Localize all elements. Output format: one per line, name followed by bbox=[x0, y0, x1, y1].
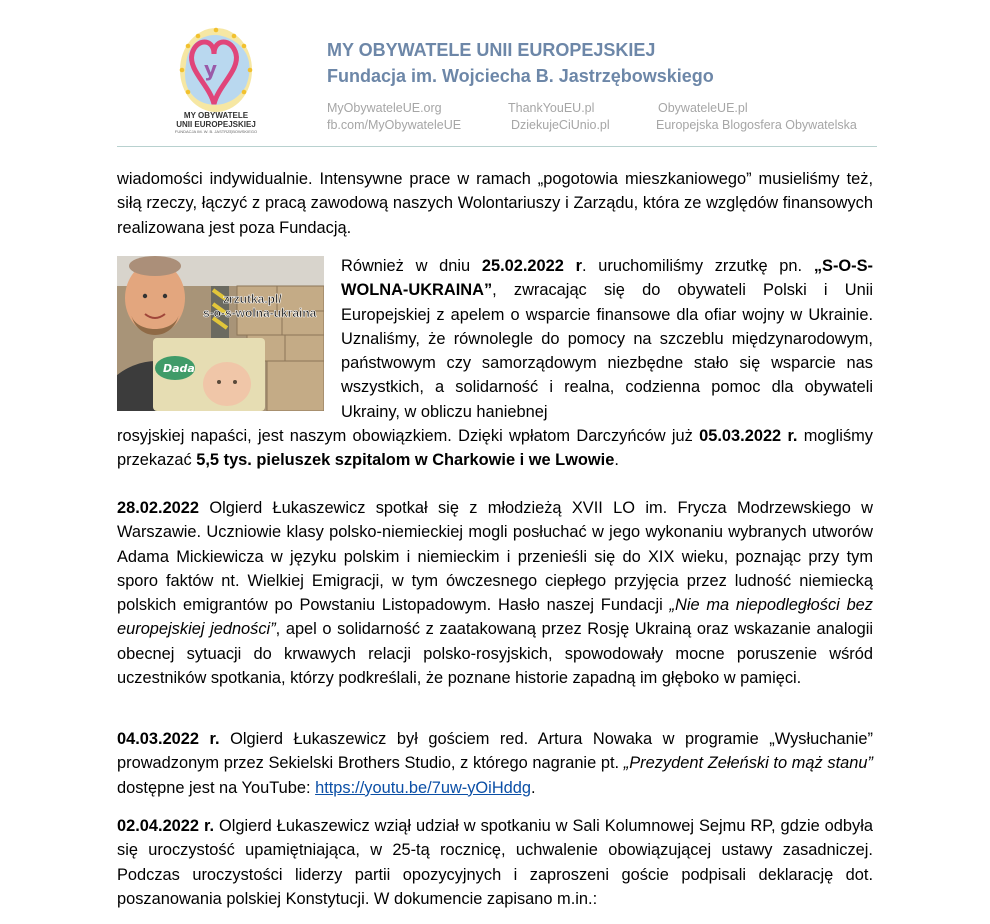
paragraph-constitution bbox=[117, 814, 873, 911]
paragraph-intro bbox=[117, 167, 873, 240]
header-divider bbox=[117, 146, 877, 147]
text: , zwracając się do obywateli Polski i Unii Europejskiej z apelem o wsparcie finansowe dla ofiar wojny w Ukrainie. Uznaliśmy, że równolegle do pomocy na szczeblu międzynarodowym, państwowym czy samorządowym niezbędne stało się wsparcie nas wszystkich, a solidarność i realna, codzienna pomoc dla obywateli Ukrainy, w obliczu haniebnej bbox=[341, 281, 873, 421]
foundation-motto: „Nie ma niepodległości bez europejskiej jedności” bbox=[117, 596, 873, 639]
date-28-02-2022: 28.02.2022 bbox=[117, 499, 200, 517]
svg-text:y: y bbox=[204, 57, 218, 81]
text: mogliśmy przekazać bbox=[117, 427, 873, 470]
link-obywateleue[interactable]: ObywateleUE.pl bbox=[658, 101, 748, 115]
link-dziekujeciunio[interactable]: DziekujeCiUnio.pl bbox=[511, 118, 610, 132]
paragraph-fundraiser bbox=[341, 254, 873, 424]
text: rosyjskiej napaści, jest naszym obowiązkiem. Dzięki wpłatom Darczyńców już bbox=[117, 427, 700, 445]
date-05-03-2022: 05.03.2022 r. bbox=[699, 427, 798, 445]
text: dostępne jest na YouTube: bbox=[117, 778, 316, 797]
text: Olgierd Łukaszewicz spotkał się z młodzieżą XVII LO im. Frycza Modrzewskiego w Warszawie. Uczniowie klasy polsko-niemieckiej mogli posłuchać w jego wykonaniu wybranych utworów Adama Mickiewicza w języku polskim i niemieckim i przenieśli się do XIX wieku, poznając przy tym sporo faktów nt. Wielkiej Emigracji, w tym ówczesnego ciepłego przyjęcia przez ludność niemiecką polskich emigrantów po Powstaniu Listopadowym. Hasło naszej Fundacji bbox=[117, 499, 873, 615]
text: . bbox=[614, 451, 619, 470]
text: . bbox=[531, 778, 536, 797]
text: , apel o solidarność z zaatakowaną przez Rosję Ukrainą oraz wskazanie analogii obecnej sytuacji do krwawych relacji polsko-rosyjskich, spowodowały mocne poruszenie wśród uczestników spotkania, którzy podkreślali, że poznane historie zapadną im głęboko w pamięci. bbox=[117, 620, 873, 688]
logo-line-3: FUNDACJA IM. W. B. JASTRZĘBOWSKIEGO bbox=[174, 129, 258, 134]
fundraiser-name: „S-O-S-WOLNA-UKRAINA” bbox=[341, 257, 873, 300]
text: Olgierd Łukaszewicz był gościem red. Artura Nowaka w programie „Wysłuchanie” prowadzonym przez Sekielski Brothers Studio, z którego nagranie pt. bbox=[117, 730, 873, 773]
link-facebook[interactable]: fb.com/MyObywateleUE bbox=[327, 118, 462, 132]
donation-highlight: 5,5 tys. pieluszek szpitalom w Charkowie i we Lwowie bbox=[196, 451, 615, 470]
paragraph-text: wiadomości indywidualnie. Intensywne prace w ramach „pogotowia mieszkaniowego” musieliśmy też, siłą rzeczy, łączyć z pracą zawodową naszych Wolontariuszy i Zarządu, która ze względów finansowych realizowana jest poza Fundacją. bbox=[117, 170, 873, 237]
paragraph-fundraiser-continued bbox=[117, 424, 873, 473]
text: Również w dniu bbox=[341, 257, 482, 275]
logo-line-2: UNII EUROPEJSKIEJ bbox=[176, 120, 256, 129]
paragraph-interview bbox=[117, 727, 873, 800]
text: Olgierd Łukaszewicz wziął udział w spotkaniu w Sali Kolumnowej Sejmu RP, gdzie odbyła się uroczystość upamiętniająca, w 25-tą rocznicę, uchwalenie obowiązującej ustawy zasadniczej. Podczas uroczystości liderzy partii opozycyjnych i zaproszeni goście podpisali deklarację dot. poszanowania polskiej Konstytucji. W dokumencie zapisano m.in.: bbox=[117, 817, 873, 908]
foundation-name: Fundacja im. Wojciecha B. Jastrzębowskiego bbox=[327, 66, 714, 86]
text: . uruchomiliśmy zrzutkę pn. bbox=[582, 257, 814, 275]
organization-name: MY OBYWATELE UNII EUROPEJSKIEJ bbox=[327, 40, 656, 60]
date-02-04-2022: 02.04.2022 r. bbox=[117, 817, 215, 835]
date-04-03-2022: 04.03.2022 r. bbox=[117, 730, 220, 748]
letterhead bbox=[0, 0, 990, 150]
diaper-brand-label: Dada bbox=[163, 362, 195, 375]
photo-caption-line-2: s-o-s-wolna-ukraina bbox=[203, 306, 317, 320]
fundraiser-photo bbox=[117, 256, 324, 411]
interview-title: „Prezydent Zełeński to mąż stanu” bbox=[623, 754, 873, 773]
paragraph-school-meeting bbox=[117, 496, 873, 690]
link-thankyoueu[interactable]: ThankYouEU.pl bbox=[508, 101, 595, 115]
link-myobywateleue-org[interactable]: MyObywateleUE.org bbox=[327, 101, 442, 115]
photo-caption-line-1: zrzutka.pl/ bbox=[223, 292, 282, 306]
date-25-02-2022: 25.02.2022 r bbox=[481, 257, 582, 275]
logo-line-1: MY OBYWATELE bbox=[183, 111, 249, 120]
youtube-link[interactable]: https://youtu.be/7uw-yOiHddg bbox=[315, 778, 532, 797]
link-blogosfera[interactable]: Europejska Blogosfera Obywatelska bbox=[656, 118, 857, 132]
logo-wordmark bbox=[168, 111, 264, 134]
